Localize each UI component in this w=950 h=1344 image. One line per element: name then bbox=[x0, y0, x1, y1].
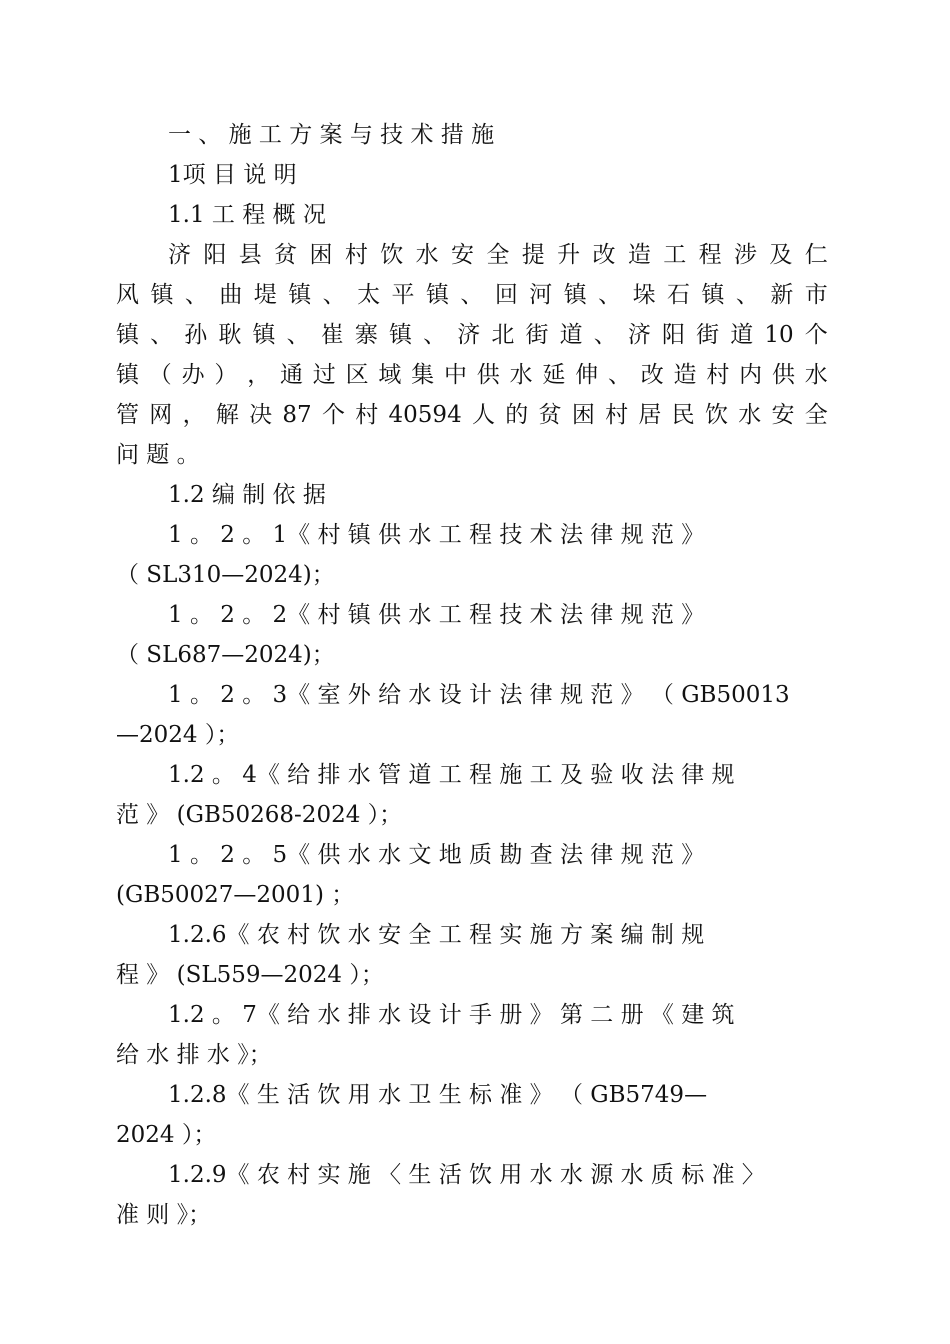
document-line: 济 阳 县 贫 困 村 饮 水 安 全 提 升 改 造 工 程 涉 及 仁 bbox=[168, 242, 828, 268]
document-line: 1.2 。 7《 给 水 排 水 设 计 手 册 》 第 二 册 《 建 筑 bbox=[168, 1002, 735, 1028]
document-line: 1.2.9《 农 村 实 施 〈 生 活 饮 用 水 水 源 水 质 标 准 〉 bbox=[168, 1162, 765, 1188]
document-line: 镇 、 孙 耿 镇 、 崔 寨 镇 、 济 北 街 道 、 济 阳 街 道 10 个 bbox=[116, 322, 828, 348]
document-line: 给 水 排 水 》； bbox=[116, 1042, 272, 1068]
document-line: 准 则 》； bbox=[116, 1202, 212, 1228]
document-line: 1.2 。 4《 给 排 水 管 道 工 程 施 工 及 验 收 法 律 规 bbox=[168, 762, 735, 788]
document-line: （ SL687—2024)； bbox=[116, 642, 335, 668]
document-line: 管 网 ， 解 决 87 个 村 40594 人 的 贫 困 村 居 民 饮 水 安 全 bbox=[116, 402, 828, 428]
document-line: 一 、 施 工 方 案 与 技 术 措 施 bbox=[168, 122, 495, 148]
document-line: 镇 （ 办 ） ， 通 过 区 域 集 中 供 水 延 伸 、 改 造 村 内 供 水 bbox=[116, 362, 828, 388]
document-line: 1 。 2 。 2《 村 镇 供 水 工 程 技 术 法 律 规 范 》 bbox=[168, 602, 705, 628]
document-line: 1.2 编 制 依 据 bbox=[168, 482, 326, 508]
document-line: (GB50027—2001) ； bbox=[116, 882, 355, 908]
document-line: 1 。 2 。 1《 村 镇 供 水 工 程 技 术 法 律 规 范 》 bbox=[168, 522, 705, 548]
document-line: 1 。 2 。 3《 室 外 给 水 设 计 法 律 规 范 》 （ GB50013 bbox=[168, 682, 790, 708]
document-line: 1项 目 说 明 bbox=[168, 162, 297, 188]
document-line: 1 。 2 。 5《 供 水 水 文 地 质 勘 查 法 律 规 范 》 bbox=[168, 842, 705, 868]
document-line: 1.1 工 程 概 况 bbox=[168, 202, 326, 228]
document-line: 1.2.6《 农 村 饮 水 安 全 工 程 实 施 方 案 编 制 规 bbox=[168, 922, 705, 948]
document-line: 1.2.8《 生 活 饮 用 水 卫 生 标 准 》 （ GB5749— bbox=[168, 1082, 708, 1108]
document-line: （ SL310—2024)； bbox=[116, 562, 335, 588]
document-line: —2024 ）； bbox=[116, 722, 240, 748]
document-line: 问 题 。 bbox=[116, 442, 200, 468]
document-line: 2024 ）； bbox=[116, 1122, 217, 1148]
document-line: 范 》 (GB50268-2024 ）； bbox=[116, 802, 403, 828]
document-line: 程 》 (SL559—2024 ）； bbox=[116, 962, 384, 988]
document-line: 风 镇 、 曲 堤 镇 、 太 平 镇 、 回 河 镇 、 垛 石 镇 、 新 市 bbox=[116, 282, 828, 308]
